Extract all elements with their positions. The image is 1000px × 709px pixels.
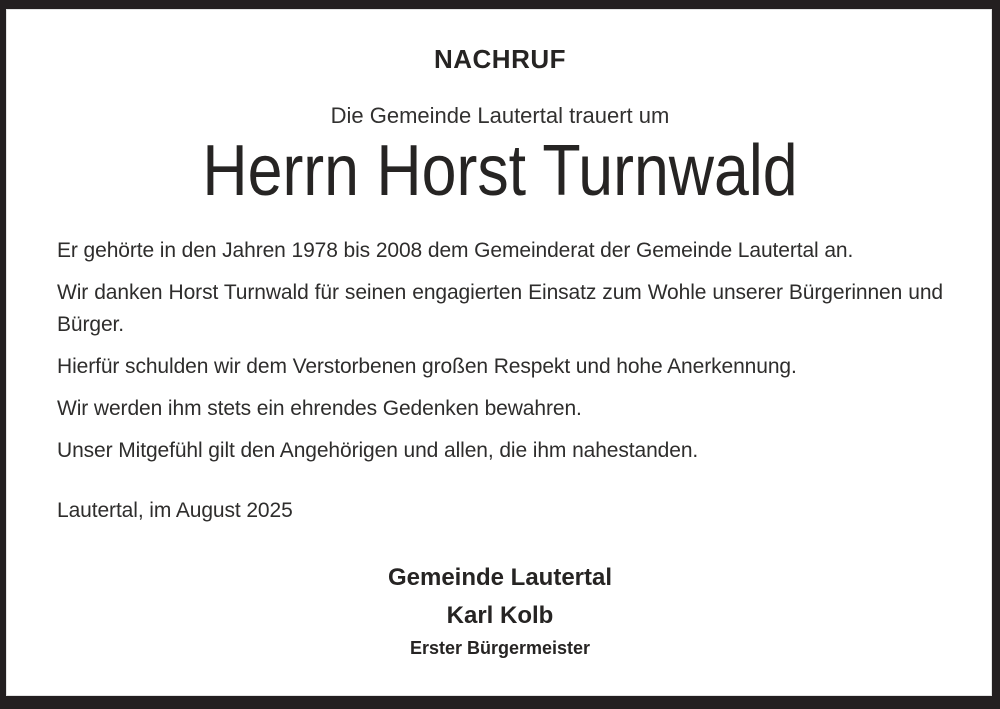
intro-line: Die Gemeinde Lautertal trauert um <box>330 103 670 128</box>
paragraph-condolence: Unser Mitgefühl gilt den Angehörigen und allen, die ihm nahestanden. <box>57 439 699 462</box>
notice-heading: NACHRUF <box>433 44 567 74</box>
paragraph-thanks: Wir danken Horst Turnwald für seinen engagierten Einsatz zum Wohle unserer Bürgerinnen und Bürger. <box>57 281 943 336</box>
paragraph-respect: Hierfür schulden wir dem Verstorbenen großen Respekt und hohe Anerkennung. <box>57 355 797 378</box>
signature-title: Erster Bürgermeister <box>409 638 591 658</box>
signature-organization: Gemeinde Lautertal <box>387 564 613 591</box>
signature-person: Karl Kolb <box>446 602 554 629</box>
paragraph-membership: Er gehörte in den Jahren 1978 bis 2008 dem Gemeinderat der Gemeinde Lautertal an. <box>57 239 854 262</box>
notice-body <box>57 235 943 467</box>
dateline: Lautertal, im August 2025 <box>57 499 293 522</box>
signature-block <box>57 563 943 660</box>
deceased-name: Herrn Horst Turnwald <box>202 131 798 211</box>
paragraph-remembrance: Wir werden ihm stets ein ehrendes Gedenken bewahren. <box>57 397 582 420</box>
